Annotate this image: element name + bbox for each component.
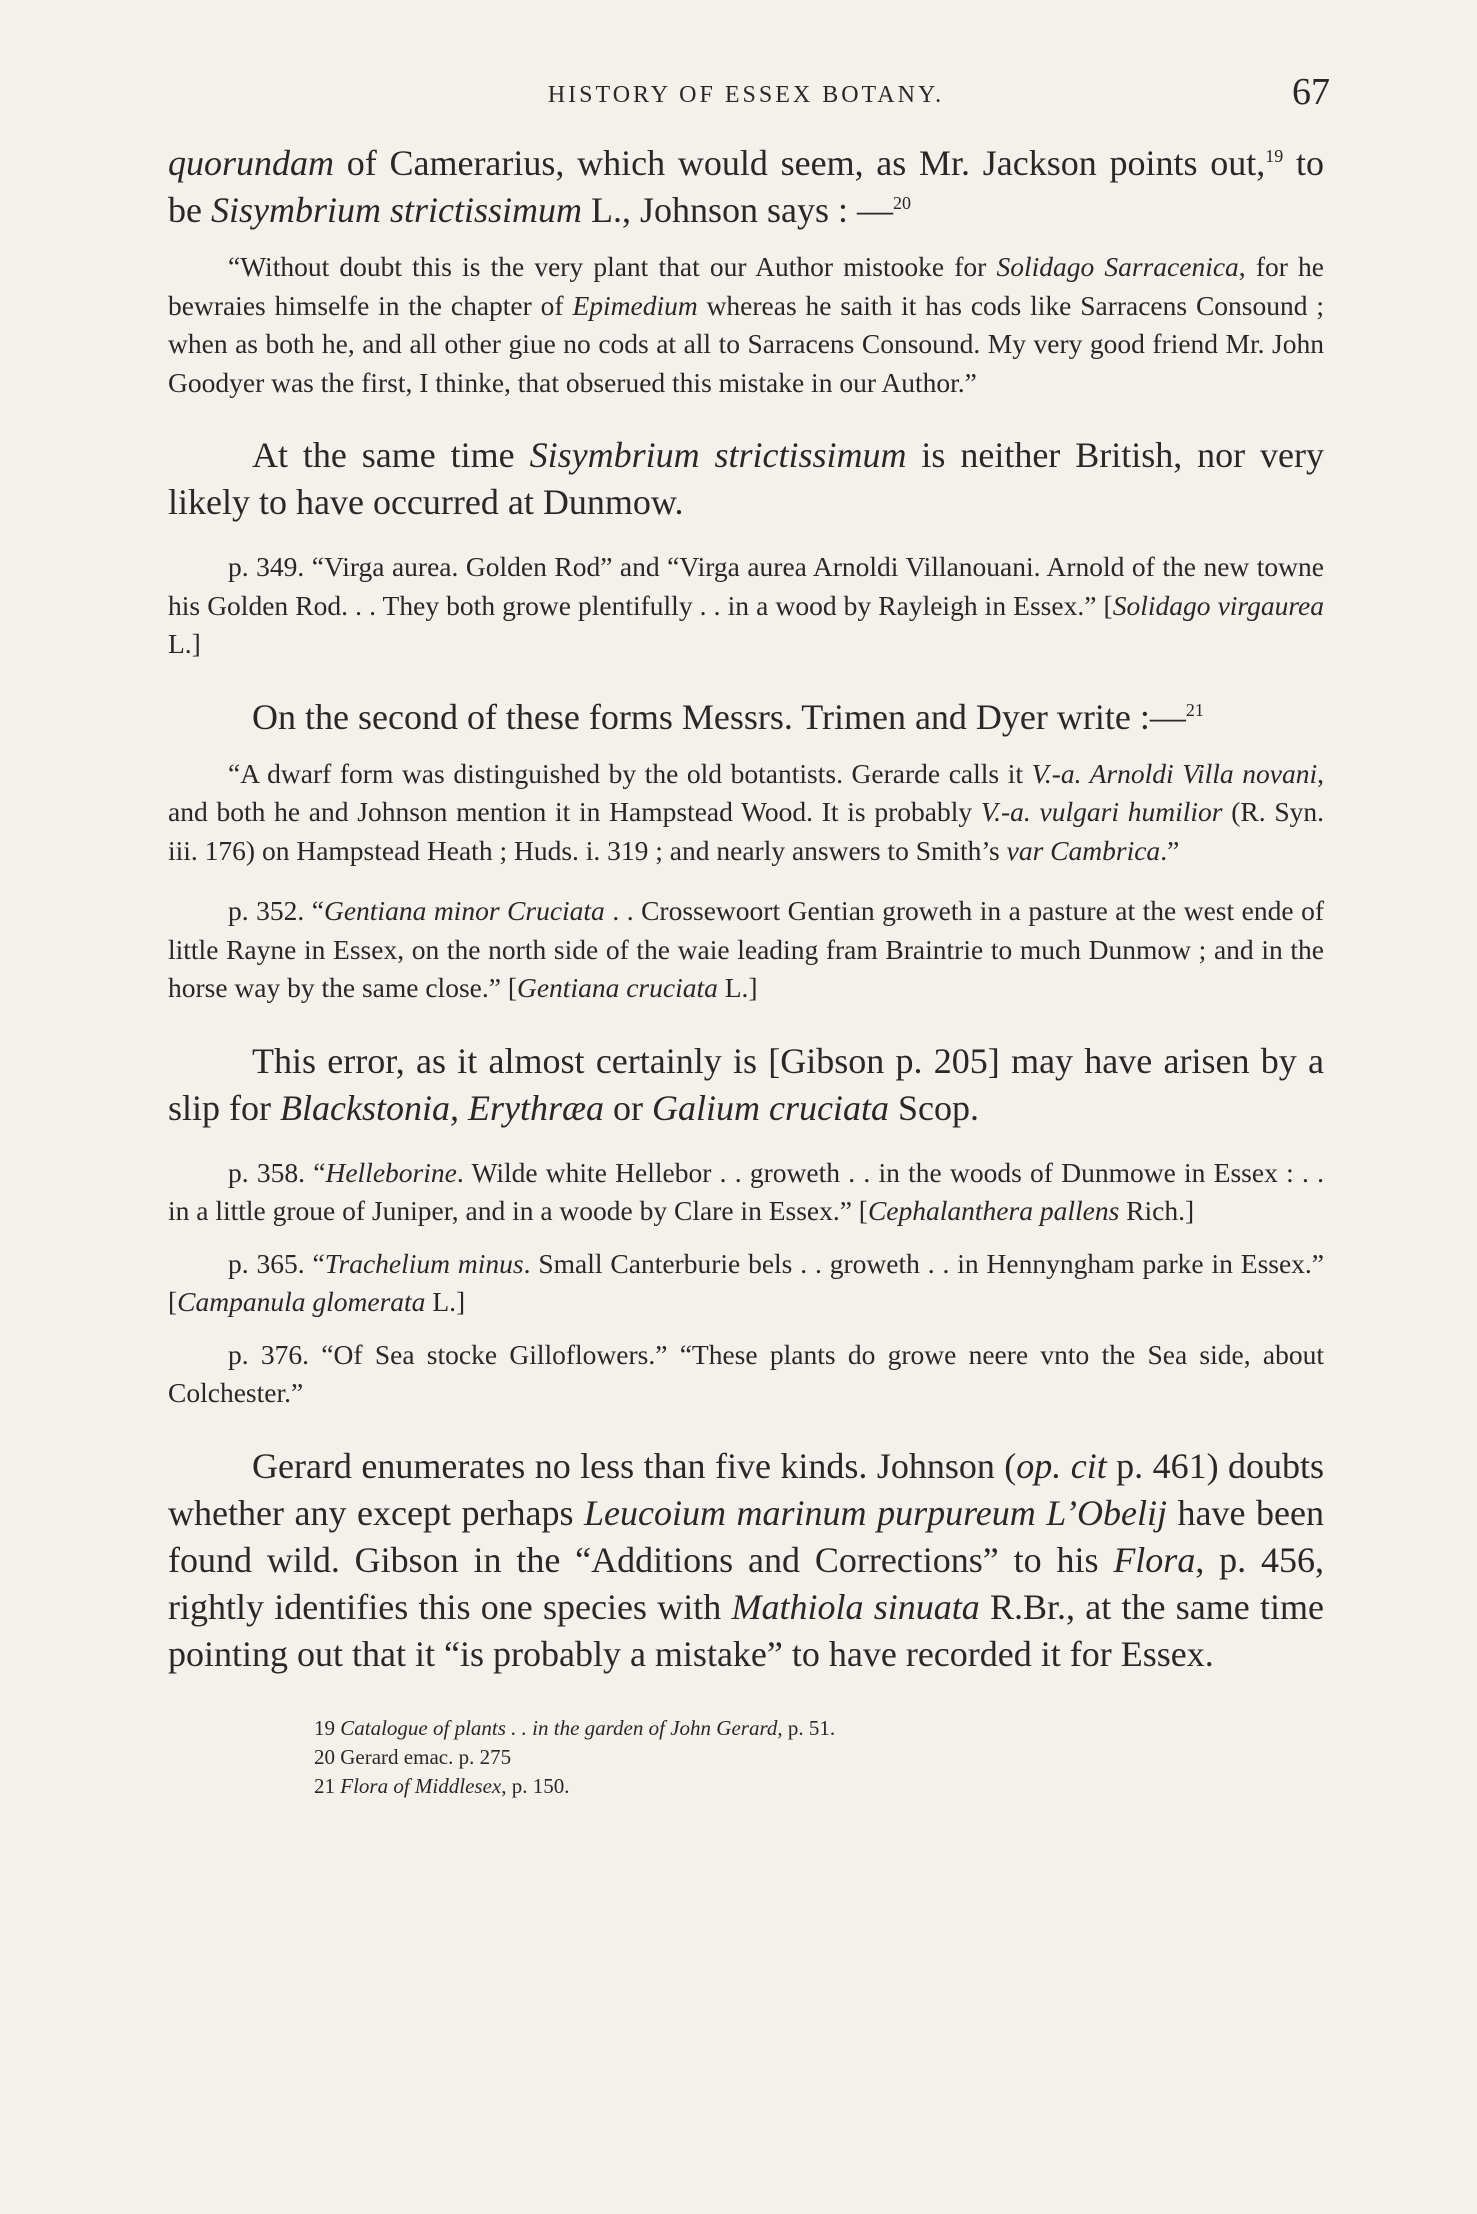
text-run: or (603, 1087, 652, 1128)
running-head (168, 70, 1330, 140)
footnote-tail: , p. 51. (777, 1715, 836, 1740)
italic-text: Helleborine (325, 1156, 457, 1188)
footnote-ref-19: 19 (1265, 146, 1284, 166)
italic-text: Leucoium marinum purpureum L’Obelij (584, 1492, 1167, 1533)
text-run: L.] (168, 628, 201, 659)
text-run: is neither British, nor very likely to have occurred at Dunmow. (168, 435, 1324, 522)
text-run: p. 358. “ (228, 1156, 326, 1188)
italic-text: Trachelium minus (324, 1247, 524, 1279)
text-run: Gerard enumerates no less than five kinds. Johnson ( (252, 1445, 1017, 1486)
text-run: p. 352. “ (228, 895, 324, 926)
quote-johnson (168, 248, 1324, 402)
text-run: .” (1160, 834, 1180, 866)
italic-text: Gentiana cruciata (516, 972, 718, 1003)
italic-text: Mathiola sinuata (731, 1586, 980, 1627)
footnote-title: Catalogue of plants . . in the garden of John Gerard (340, 1715, 778, 1740)
text-run: “Without doubt this is the very plant that our Author mistooke for (228, 251, 997, 282)
footnote-number: 19 (314, 1715, 335, 1740)
text-run: p. 365. “ (228, 1247, 325, 1279)
text-run: p. 349. “Virga aurea. Golden Rod” and “Virga aurea Arnoldi Villanouani. Arnold of the new towne his Golden Rod. . . They both growe plentifully . . in a wood by Rayleigh in Essex.” [ (168, 551, 1324, 621)
italic-text: Sisymbrium strictissimum (529, 435, 907, 475)
paragraph-error (168, 1038, 1324, 1132)
italic-text: quorundam (168, 143, 335, 183)
text-run: , and both he and Johnson mention it in Hampstead Wood. It is probably (168, 757, 1324, 827)
text-run: , p. 456, rightly identifies this one species with (168, 1539, 1325, 1627)
paragraph-gerard (168, 1443, 1324, 1678)
entry-p352 (168, 892, 1324, 1008)
text-run: This error, as it almost certainly is [Gibson p. 205] may have arisen by a slip for (168, 1040, 1324, 1128)
italic-text: Sisymbrium strictissimum (210, 190, 583, 230)
text-run: (R. Syn. iii. 176) on Hampstead Heath ; Huds. i. 319 ; and nearly answers to Smith’s (168, 796, 1324, 866)
footnote-tail: , p. 150. (501, 1773, 570, 1798)
footnote-number: 20 (314, 1744, 335, 1769)
entry-p349 (168, 548, 1324, 664)
italic-text: Gentiana minor Cruciata (323, 895, 605, 926)
text-run: of Camerarius, which would seem, as Mr. Jackson points out, (334, 143, 1266, 183)
page-number: 67 (1292, 71, 1330, 113)
running-title: HISTORY OF ESSEX BOTANY. (547, 82, 945, 108)
text-run: have been found wild. Gibson in the “Additions and Corrections” to his (168, 1492, 1324, 1580)
text-run: On the second of these forms Messrs. Trimen and Dyer write :— (252, 696, 1186, 737)
text-run: R.Br., at the same time pointing out that it “is probably a mistake” to have recorded it for Essex. (168, 1586, 1324, 1674)
entry-p376: p. 376. “Of Sea stocke Gilloflowers.” “These plants do growe neere vnto the Sea side, about Colchester.” (168, 1338, 1324, 1408)
footnote-21 (314, 1772, 1324, 1801)
entry-p358 (168, 1154, 1324, 1231)
footnote-20 (314, 1743, 1324, 1772)
text-run: L.] (717, 972, 758, 1003)
italic-text: V.-a. Arnoldi Villa novani (1031, 757, 1318, 789)
italic-text: Solidago Sarracenica (996, 251, 1239, 282)
text-run: Scop. (888, 1087, 979, 1128)
text-run: . . Crossewoort Gentian groweth in a pasture at the west ende of little Rayne in Essex, on the north side of the waie leading fram Braintrie to much Dunmow ; and in the horse way by the same close.” [ (168, 895, 1324, 1003)
italic-text: Campanula glomerata (177, 1286, 426, 1317)
text-run: . Small Canterburie bels . . groweth . . in Hennyngham parke in Essex.” [ (168, 1247, 1325, 1317)
text-run: to be (168, 143, 1324, 230)
italic-text: Epimedium (572, 289, 698, 321)
paragraph-intro (168, 140, 1324, 234)
italic-text: Galium cruciata (651, 1087, 889, 1128)
italic-text: V.-a. vulgari humilior (980, 796, 1223, 827)
italic-text: Cephalanthera pallens (867, 1195, 1120, 1226)
italic-text: var Cambrica (1006, 834, 1161, 866)
text-run: L., Johnson says : — (582, 190, 894, 230)
book-page (168, 70, 1330, 1801)
entry-p365 (168, 1245, 1324, 1322)
text-run: whereas he saith it has cods like Sarracens Consound ; when as both he, and all other giue no cods at all to Sarracens Consound. My very good friend Mr. John Goodyer was the first, I thinke, that obserued this mistake in our Author.” (168, 289, 1324, 398)
text-run: , for he bewraies himselfe in the chapter of (168, 251, 1325, 321)
text-run: Rich.] (1119, 1195, 1195, 1226)
italic-text: op. cit (1016, 1445, 1107, 1486)
text-run: “A dwarf form was distinguished by the old botantists. Gerarde calls it (228, 757, 1032, 789)
footnote-19 (314, 1714, 1324, 1743)
text-run: . Wilde white Hellebor . . groweth . . in the woods of Dunmowe in Essex : . . in a little groue of Juniper, and in a woode by Clare in Essex.” [ (168, 1156, 1324, 1226)
footnote-ref-21: 21 (1185, 699, 1204, 720)
footnote-number: 21 (314, 1773, 335, 1798)
paragraph-second-forms (168, 694, 1324, 741)
footnote-title: Gerard emac. p. 275 (340, 1744, 512, 1769)
text-run: L.] (425, 1286, 466, 1317)
italic-text: Flora (1113, 1539, 1196, 1580)
footnote-title: Flora of Middlesex (340, 1773, 502, 1798)
paragraph-same-time (168, 432, 1324, 526)
quote-dwarf-form (168, 755, 1324, 871)
footnotes (168, 1714, 1324, 1801)
text-run: At the same time (252, 435, 530, 475)
italic-text: Blackstonia, Erythræa (280, 1087, 604, 1128)
text-run: p. 461) doubts whether any except perhaps (168, 1445, 1325, 1533)
italic-text: Solidago virgaurea (1112, 589, 1324, 621)
footnote-ref-20: 20 (893, 193, 912, 213)
